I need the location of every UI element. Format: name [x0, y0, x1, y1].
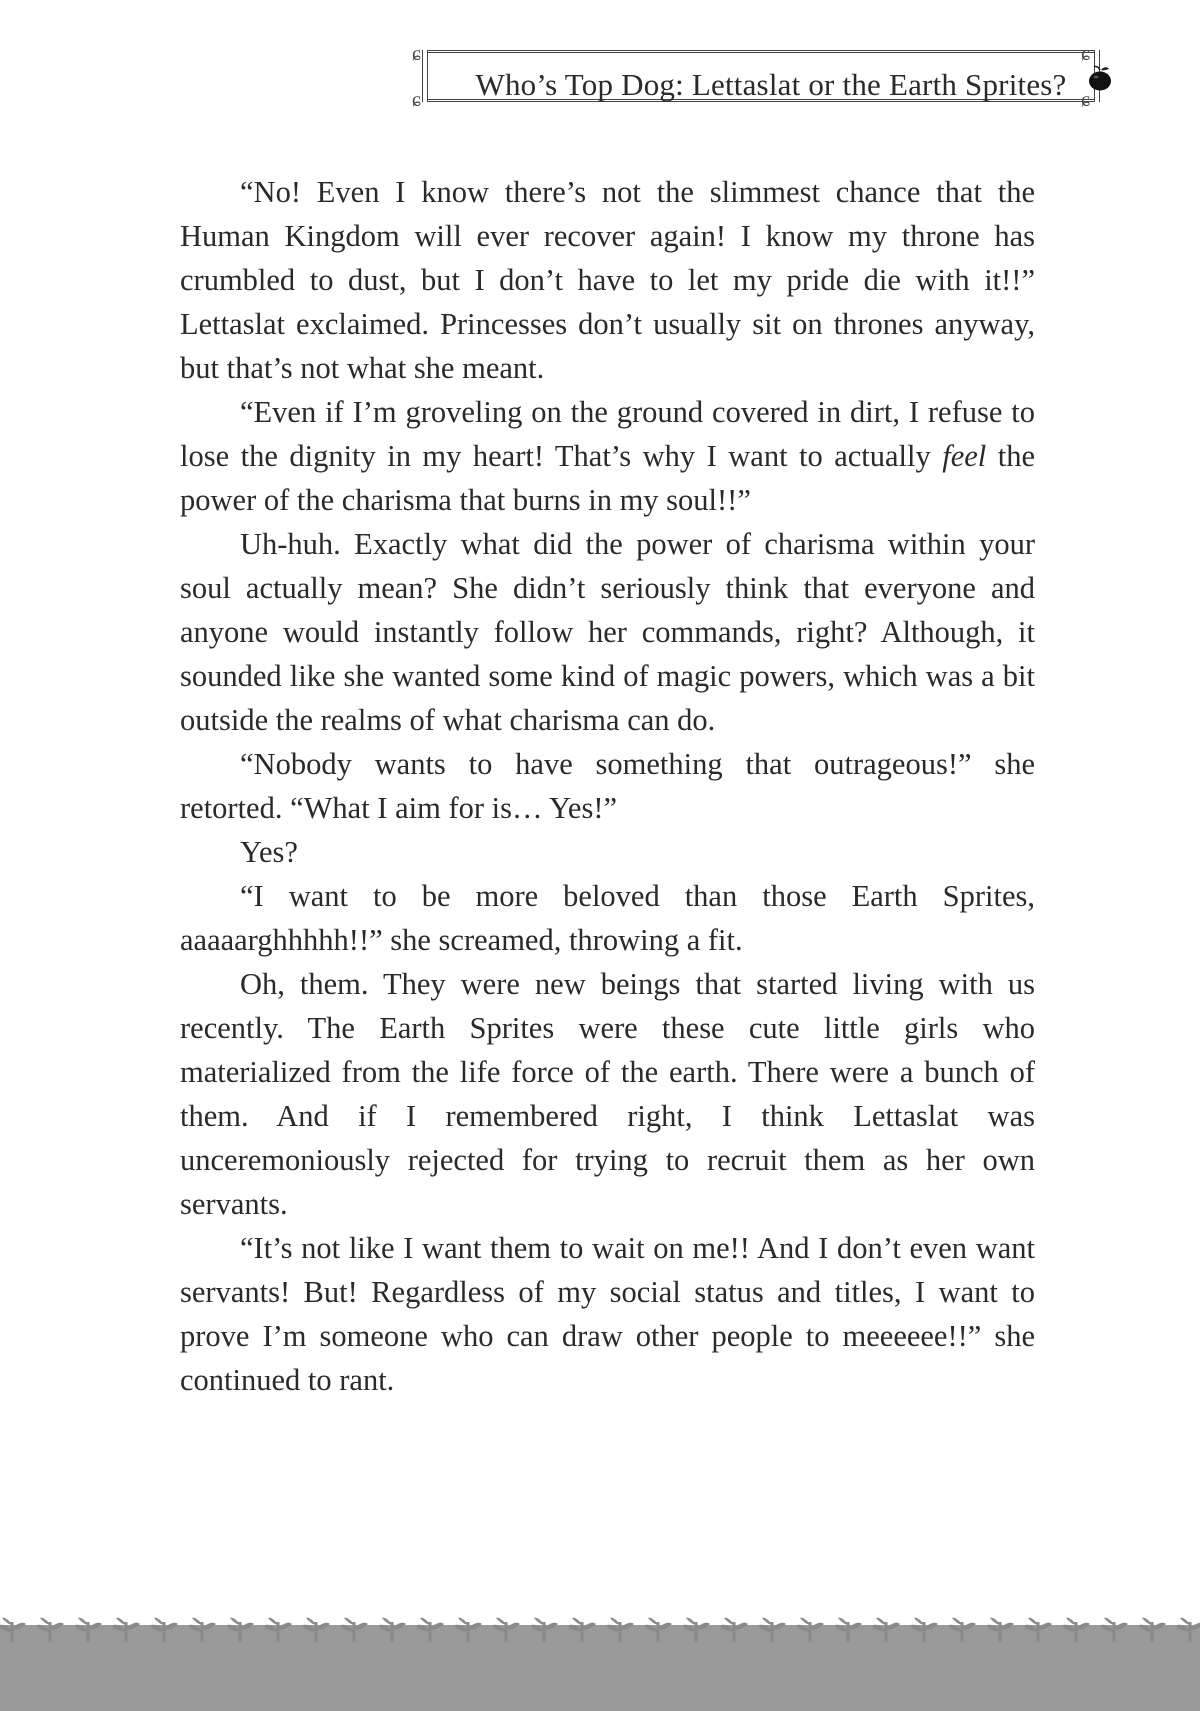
swirl-ornament-icon: ɕ: [1081, 89, 1090, 111]
paragraph: “Nobody wants to have something that outrageous!” she retorted. “What I aim for is… Yes!”: [180, 747, 1035, 825]
paragraph: “It’s not like I want them to wait on me!! And I don’t even want servants! But! Regardless of my social status and titles, I want to prove I’m someone who can draw other people to meeeeee!!” she continued to rant.: [180, 1231, 1035, 1397]
paragraph: Oh, them. They were new beings that started living with us recently. The Earth Sprites were these cute little girls who materialized from the life force of the earth. There were a bunch of them. And if I remembered right, I think Lettaslat was unceremoniously rejected for trying to recruit them as her own servants.: [180, 967, 1035, 1221]
swirl-ornament-icon: ɕ: [1081, 43, 1090, 65]
sprout-border-icon: [0, 1608, 1200, 1648]
paragraph-text: “Even if I’m groveling on the ground covered in dirt, I refuse to lose the dignity in my heart! That’s why I want to actually: [180, 395, 1035, 473]
paragraph: “I want to be more beloved than those Earth Sprites, aaaaarghhhhh!!” she screamed, throwing a fit.: [180, 879, 1035, 957]
paragraph: [180, 390, 1035, 522]
swirl-ornament-icon: ɕ: [412, 89, 421, 111]
paragraph-text: the power of the charisma that burns in my soul!!”: [180, 439, 1035, 517]
paragraph: Uh-huh. Exactly what did the power of charisma within your soul actually mean? She didn’t seriously think that everyone and anyone would instantly follow her commands, right? Although, it sounded like she wanted some kind of magic powers, which was a bit outside the realms of what charisma can do.: [180, 527, 1035, 737]
chapter-title: Who’s Top Dog: Lettaslat or the Earth Sprites?: [475, 67, 1067, 102]
header-frame: [428, 50, 1094, 102]
paragraph: Yes?: [240, 835, 298, 869]
body-text: [180, 170, 1035, 1402]
running-header: [412, 44, 1114, 110]
swirl-ornament-icon: ɕ: [412, 43, 421, 65]
apple-icon: [1086, 64, 1114, 92]
paragraph: “No! Even I know there’s not the slimmest chance that the Human Kingdom will ever recover again! I know my throne has crumbled to dust, but I don’t have to let my pride die with it!!” Lettaslat exclaimed. Princesses don’t usually sit on thrones anyway, but that’s not what she meant.: [180, 175, 1035, 385]
emphasis-text: feel: [942, 439, 987, 473]
